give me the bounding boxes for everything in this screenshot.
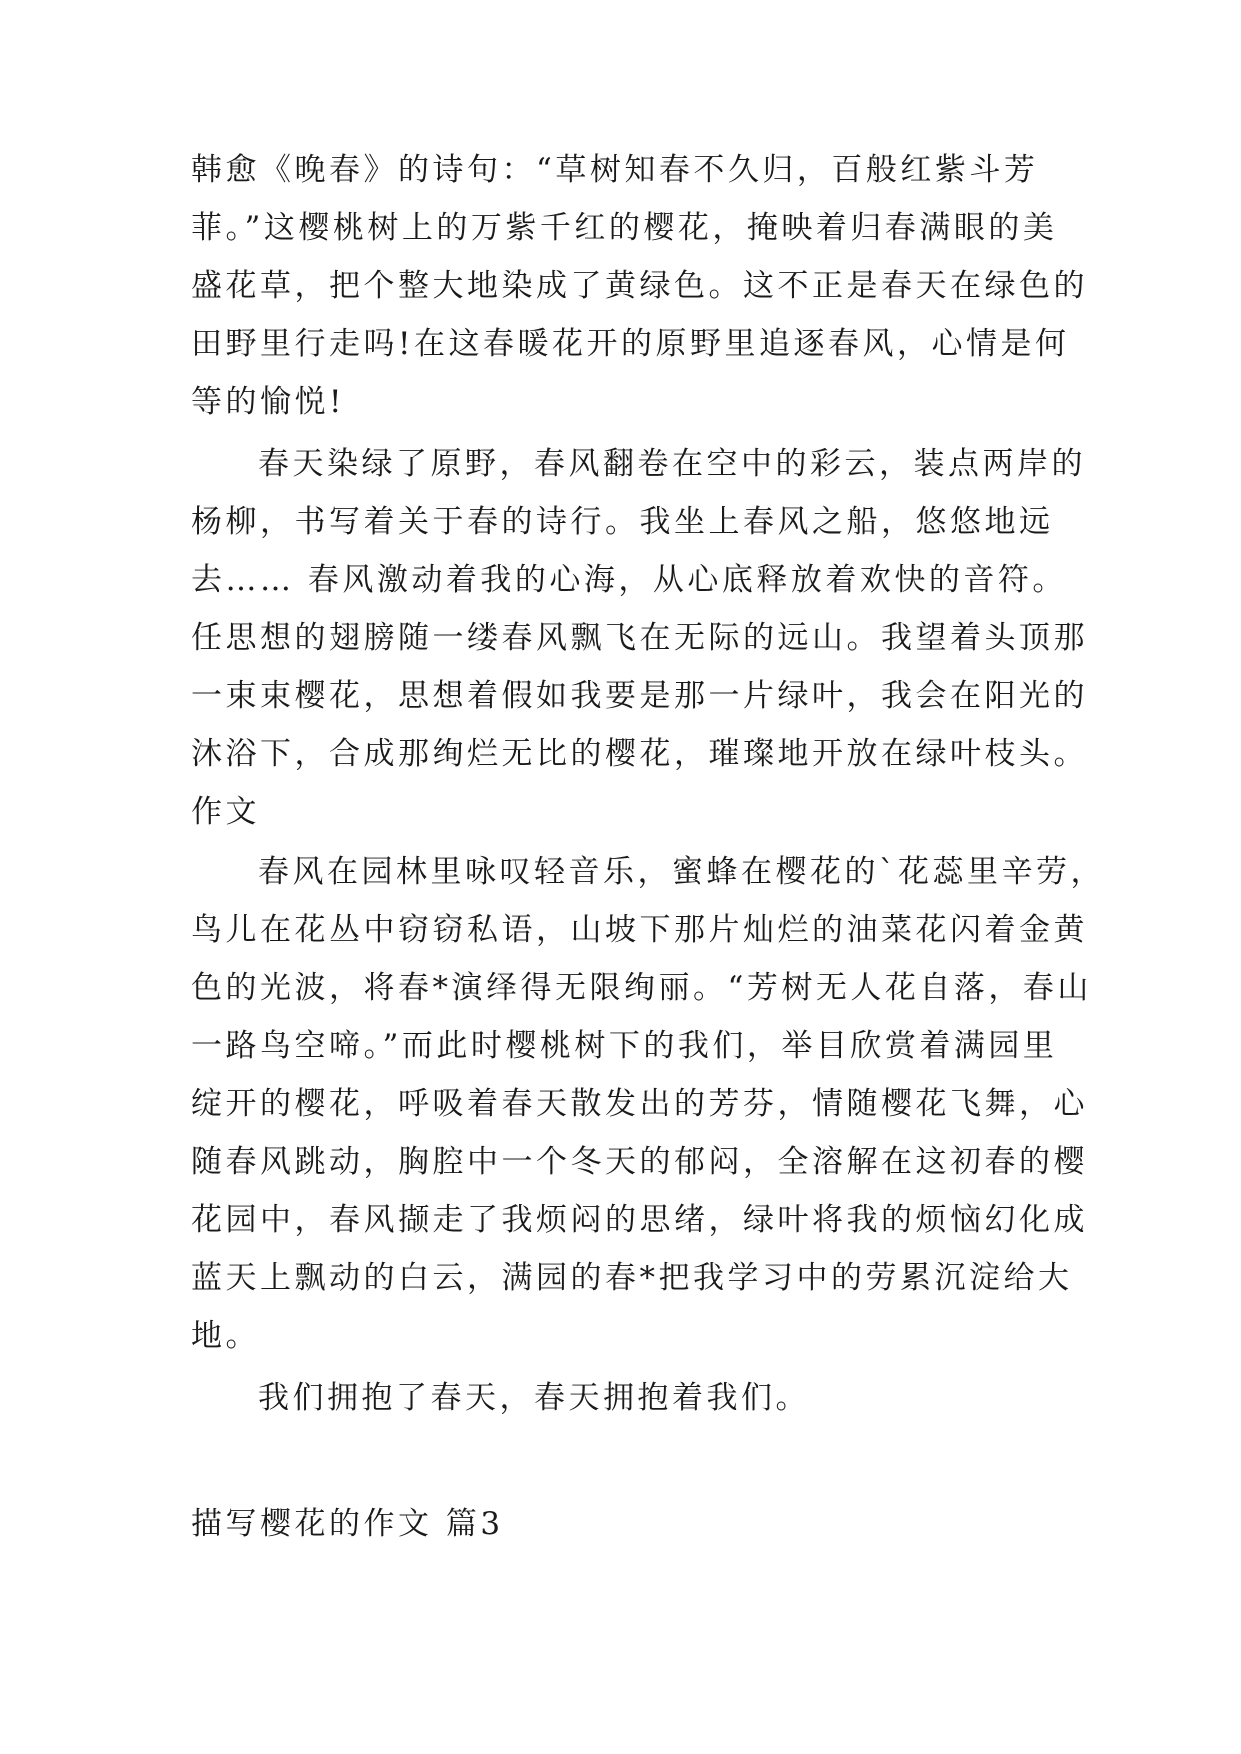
text-line: 随春风跳动，胸腔中一个冬天的郁闷，全溶解在这初春的樱 — [191, 1144, 1088, 1180]
text-line: 一束束樱花，思想着假如我要是那一片绿叶，我会在阳光的 — [191, 678, 1088, 714]
paragraph-start-line: 春风在园林里咏叹轻音乐，蜜蜂在樱花的`花蕊里辛劳， — [258, 854, 1105, 890]
text-line: 等的愉悦! — [191, 384, 345, 420]
text-line: 一路鸟空啼。”而此时樱桃树下的我们，举目欣赏着满园里 — [191, 1028, 1058, 1064]
text-line: 蓝天上飘动的白云，满园的春*把我学习中的劳累沉淀给大 — [191, 1260, 1073, 1296]
paragraph-start-line: 春天染绿了原野，春风翻卷在空中的彩云，装点两岸的 — [258, 446, 1086, 482]
text-line: 沐浴下，合成那绚烂无比的樱花，璀璨地开放在绿叶枝头。 — [191, 736, 1088, 772]
text-line: 花园中，春风撷走了我烦闷的思绪，绿叶将我的烦恼幻化成 — [191, 1202, 1088, 1238]
text-line: 作文 — [191, 794, 260, 830]
text-line: 绽开的樱花，呼吸着春天散发出的芳芬，情随樱花飞舞，心 — [191, 1086, 1088, 1122]
text-line: 盛花草，把个整大地染成了黄绿色。这不正是春天在绿色的 — [191, 268, 1088, 304]
text-line: 任思想的翅膀随一缕春风飘飞在无际的远山。我望着头顶那 — [191, 620, 1088, 656]
section-heading: 描写樱花的作文 篇3 — [191, 1506, 504, 1542]
text-line: 田野里行走吗!在这春暖花开的原野里追逐春风，心情是何 — [191, 326, 1070, 362]
text-line: 韩愈《晚春》的诗句：“草树知春不久归，百般红紫斗芳 — [191, 152, 1039, 188]
text-line: 地。 — [191, 1318, 260, 1354]
text-line: 色的光波，将春*演绎得无限绚丽。“芳树无人花自落，春山 — [191, 970, 1092, 1006]
paragraph-start-line: 我们拥抱了春天，春天拥抱着我们。 — [258, 1380, 810, 1416]
text-line: 杨柳，书写着关于春的诗行。我坐上春风之船，悠悠地远 — [191, 504, 1054, 540]
text-line: 鸟儿在花丛中窃窃私语，山坡下那片灿烂的油菜花闪着金黄 — [191, 912, 1088, 948]
text-line: 去…… 春风激动着我的心海，从心底释放着欢快的音符。 — [191, 562, 1067, 598]
text-line: 菲。”这樱桃树上的万紫千红的樱花，掩映着归春满眼的美 — [191, 210, 1058, 246]
